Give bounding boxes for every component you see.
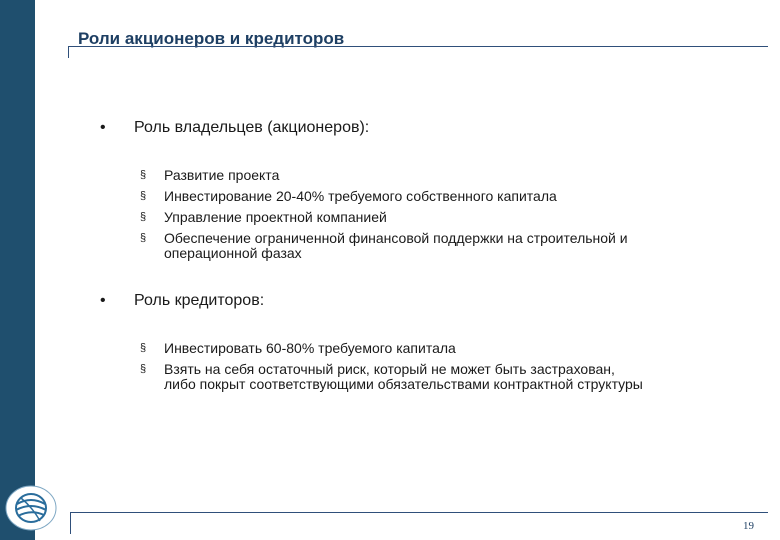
- footer-divider: [70, 512, 768, 513]
- list-item-marker: §: [140, 169, 147, 181]
- section-heading-owners: Роль владельцев (акционеров):: [134, 119, 370, 136]
- list-item-marker: §: [140, 363, 147, 375]
- bullet-marker: •: [100, 292, 106, 309]
- list-item-text: Управление проектной компанией: [164, 209, 387, 225]
- section-heading-creditors: Роль кредиторов:: [134, 292, 265, 309]
- title-divider: [68, 46, 768, 47]
- bullet-marker: •: [100, 119, 106, 136]
- list-item-text: Обеспечение ограниченной финансовой поддержки на строительной и операционной фазах: [164, 230, 628, 261]
- left-sidebar-band: [0, 0, 35, 540]
- list-item-marker: §: [140, 232, 147, 244]
- globe-logo-icon: [4, 484, 58, 532]
- title-divider-tick: [68, 46, 69, 58]
- page-number: 19: [743, 520, 754, 532]
- list-item-text: Развитие проекта: [164, 167, 280, 183]
- list-item-text: Инвестирование 20-40% требуемого собственного капитала: [164, 188, 557, 204]
- footer-divider-tick: [70, 512, 71, 534]
- list-item-marker: §: [140, 190, 147, 202]
- slide-title: Роли акционеров и кредиторов: [78, 29, 345, 48]
- list-item-text: Инвестировать 60-80% требуемого капитала: [164, 340, 456, 356]
- list-item-text: Взять на себя остаточный риск, который не может быть застрахован, либо покрыт соответствующими обязательствами контрактной структуры: [164, 361, 643, 392]
- list-item-marker: §: [140, 342, 147, 354]
- list-item-marker: §: [140, 211, 147, 223]
